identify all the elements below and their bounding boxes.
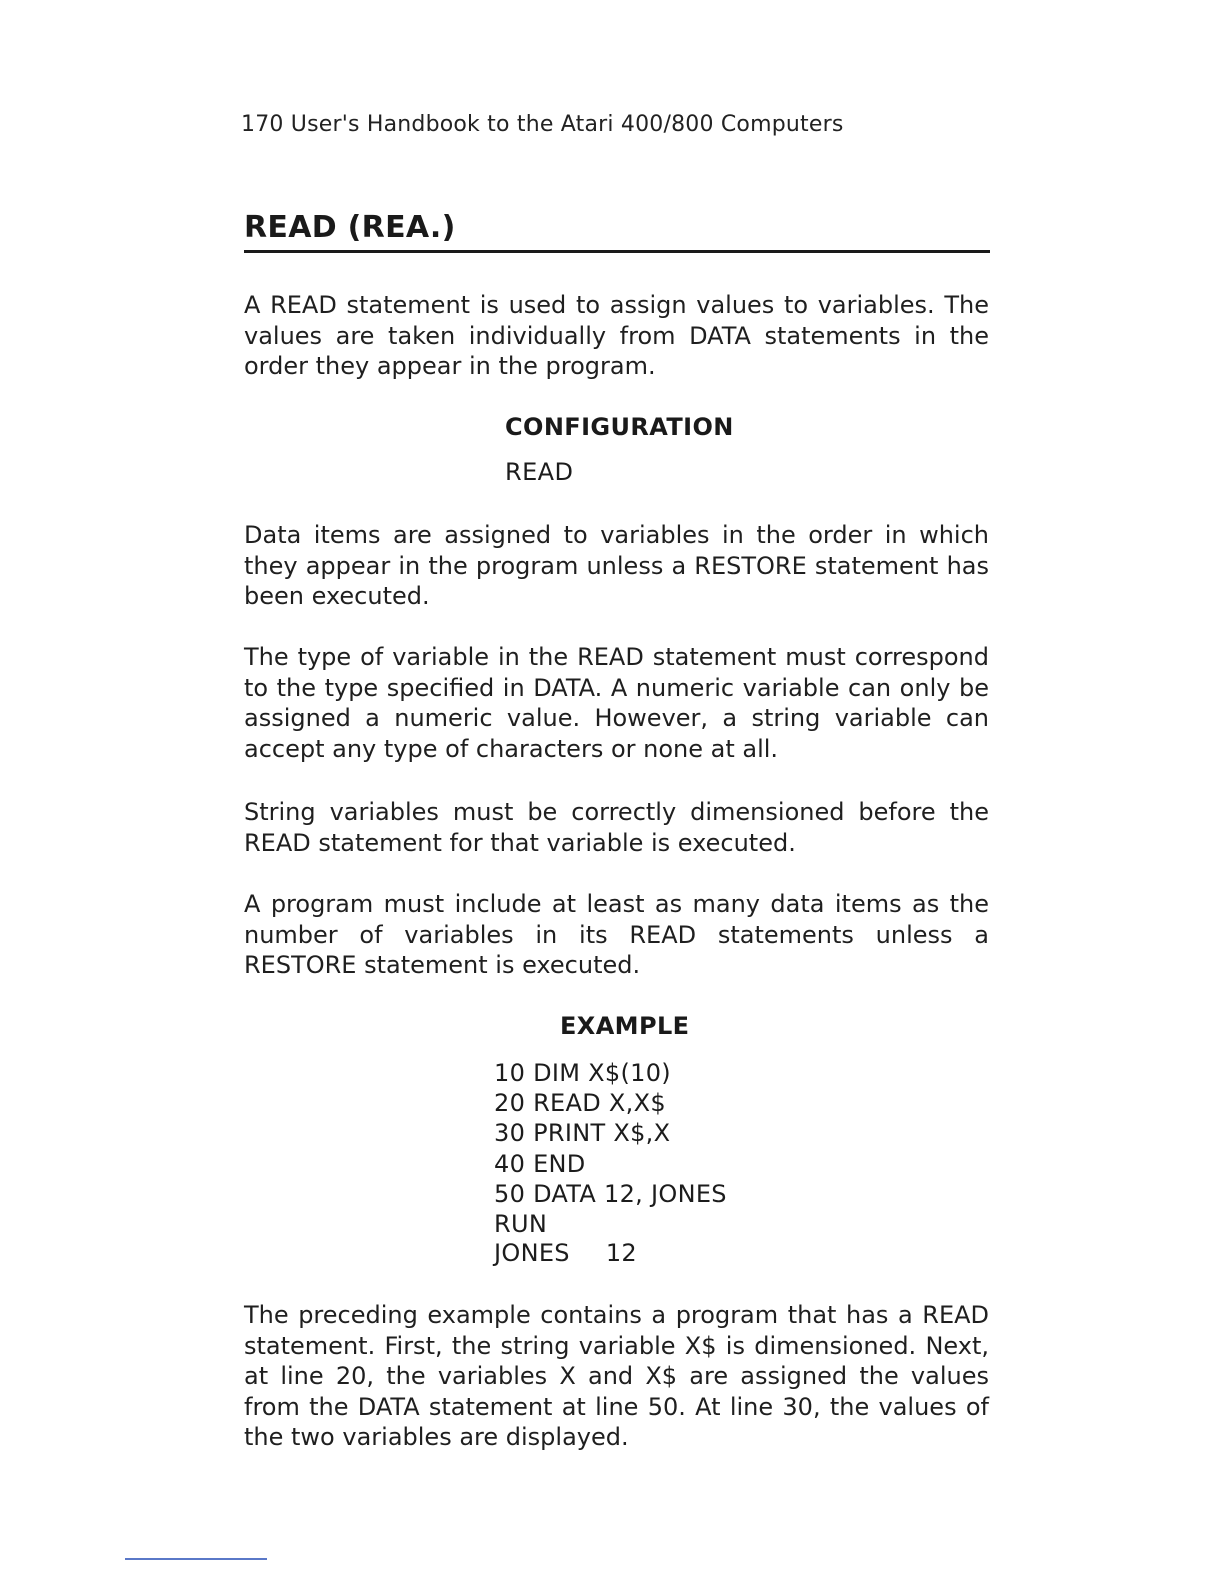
section-heading-text: READ (REA.) [244, 210, 456, 245]
example-code-listing [494, 1058, 727, 1239]
configuration-syntax: READ [505, 458, 574, 486]
running-head: 170 User's Handbook to the Atari 400/800 Computers [241, 112, 844, 137]
output-value: 12 [605, 1239, 637, 1267]
intro-paragraph: A READ statement is used to assign values to variables. The values are taken individually from DATA statements in the order they appear in the program. [244, 291, 989, 381]
paragraph-data-order: Data items are assigned to variables in the order in which they appear in the program unless a RESTORE statement has been executed. [244, 521, 989, 611]
code-line: 30 PRINT X$,X [494, 1119, 671, 1148]
program-output [494, 1239, 637, 1267]
closing-paragraph: The preceding example contains a program that has a READ statement. First, the string variable X$ is dimensioned. Next, at line 20, the variables X and X$ are assigned the values from the DATA statement at line 50. At line 30, the values of the two variables are displayed. [244, 1301, 989, 1452]
code-line: 50 DATA 12, JONES [494, 1179, 727, 1208]
code-line: 20 READ X,X$ [494, 1089, 666, 1118]
example-heading: EXAMPLE [560, 1012, 690, 1040]
code-line: 10 DIM X$(10) [494, 1059, 671, 1087]
output-name: JONES [494, 1239, 570, 1267]
configuration-heading: CONFIGURATION [505, 413, 734, 441]
paragraph-variable-type: The type of variable in the READ statement must correspond to the type specified in DATA. A numeric variable can only be assigned a numeric value. However, a string variable can accept any type of characters or none at all. [244, 643, 989, 763]
paragraph-data-count: A program must include at least as many data items as the number of variables in its READ statements unless a RESTORE statement is executed. [244, 890, 989, 980]
code-line: 40 END [494, 1149, 586, 1178]
code-line: RUN [494, 1209, 548, 1238]
paragraph-string-dimension: String variables must be correctly dimensioned before the READ statement for that variable is executed. [244, 798, 989, 857]
section-heading [244, 210, 990, 253]
footer-rule [125, 1558, 267, 1560]
